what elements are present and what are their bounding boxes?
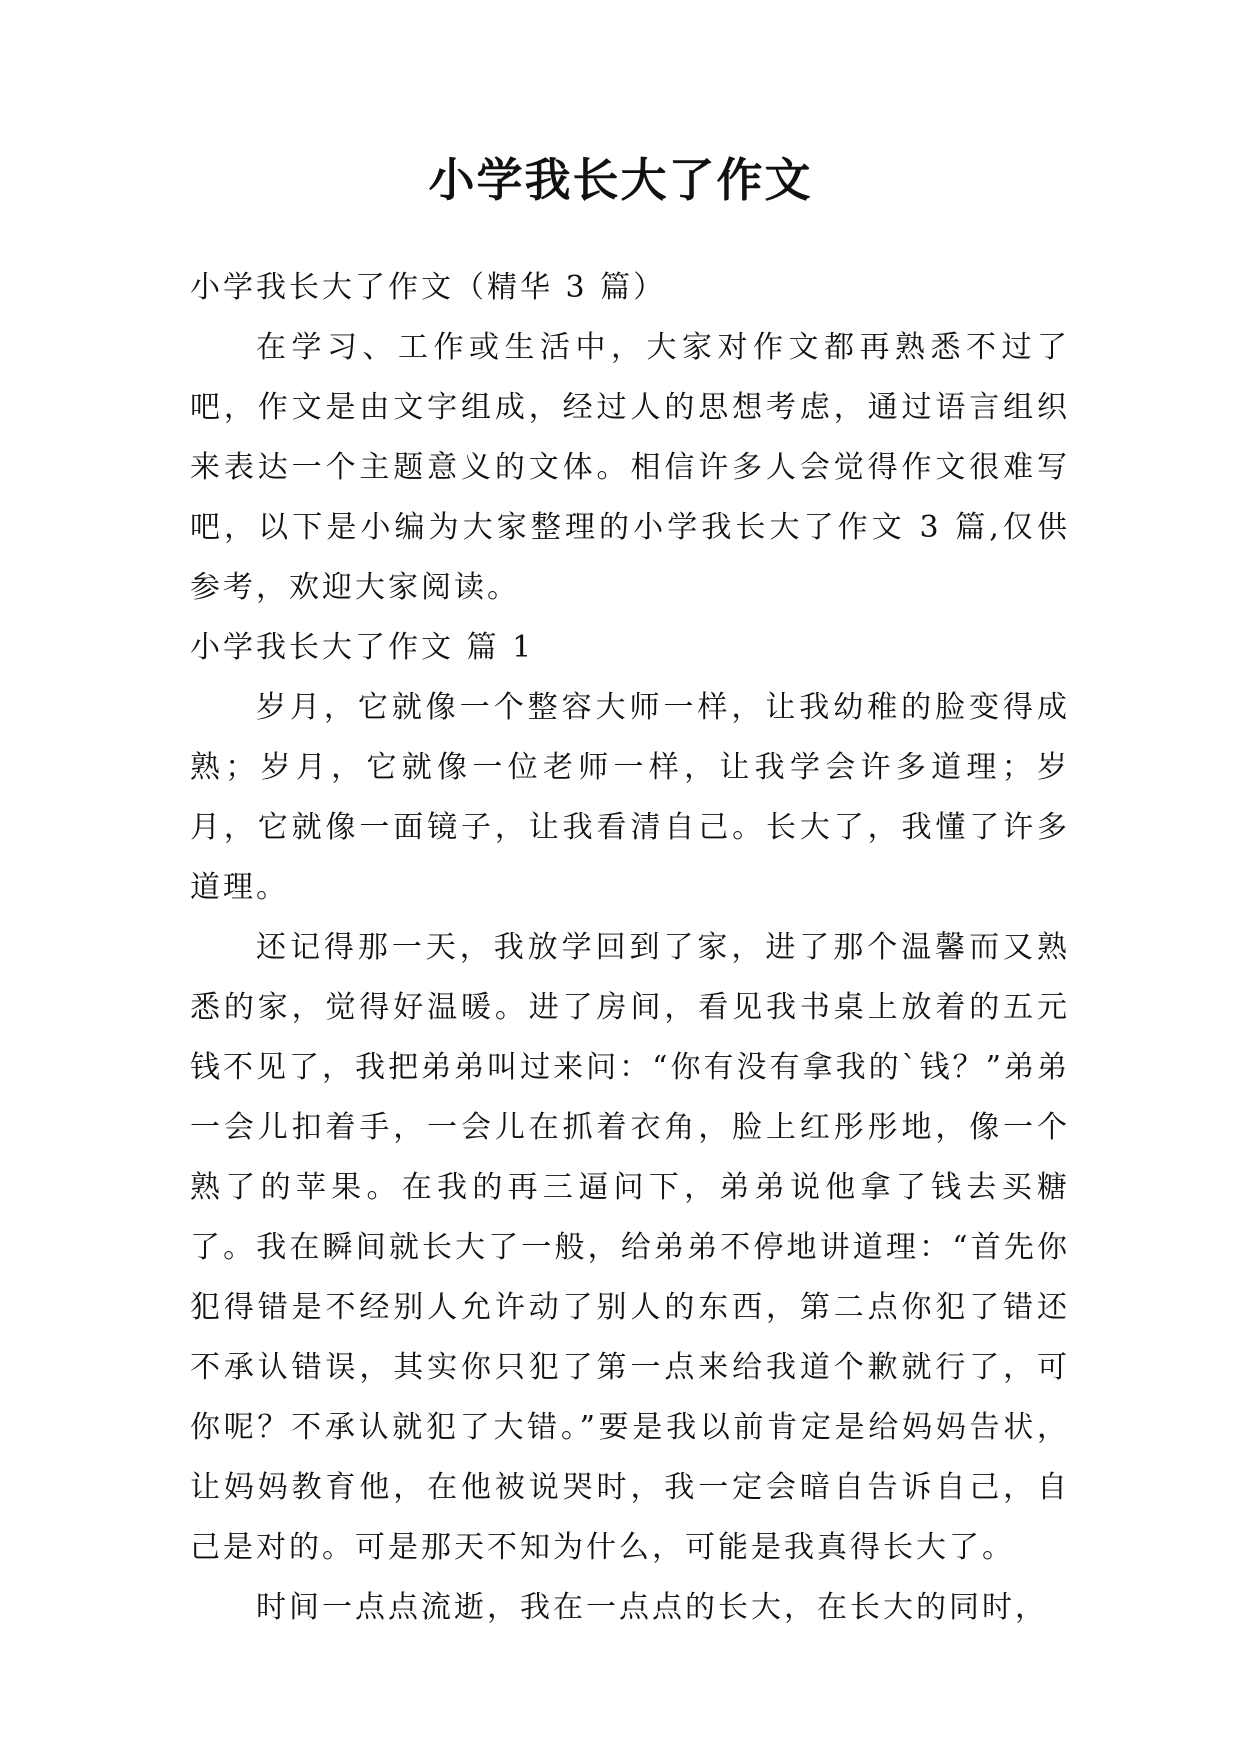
document-title: 小学我长大了作文	[428, 153, 813, 207]
intro-paragraph: 在学习、工作或生活中，大家对作文都再熟悉不过了吧，作文是由文字组成，经过人的思想考虑，通过语言组织来表达一个主题意义的文体。相信许多人会觉得作文很难写吧，以下是小编为大家整理的小学我长大了作文 3 篇,仅供参考，欢迎大家阅读。	[190, 330, 1070, 605]
document-body	[190, 258, 1070, 1638]
body-paragraph: 还记得那一天，我放学回到了家，进了那个温馨而又熟悉的家，觉得好温暖。进了房间，看见我书桌上放着的五元钱不见了，我把弟弟叫过来问：“你有没有拿我的`钱？”弟弟一会儿扣着手，一会儿在抓着衣角，脸上红彤彤地，像一个熟了的苹果。在我的再三逼问下，弟弟说他拿了钱去买糖了。我在瞬间就长大了一般，给弟弟不停地讲道理：“首先你犯得错是不经别人允许动了别人的东西，第二点你犯了错还不承认错误，其实你只犯了第一点来给我道个歉就行了，可你呢？不承认就犯了大错。”要是我以前肯定是给妈妈告状，让妈妈教育他，在他被说哭时，我一定会暗自告诉自己，自己是对的。可是那天不知为什么，可能是我真得长大了。	[190, 930, 1070, 1565]
document-subtitle: 小学我长大了作文（精华 3 篇）	[190, 270, 667, 305]
body-paragraph: 岁月，它就像一个整容大师一样，让我幼稚的脸变得成熟；岁月，它就像一位老师一样，让我学会许多道理；岁月，它就像一面镜子，让我看清自己。长大了，我懂了许多道理。	[190, 690, 1070, 905]
section-heading: 小学我长大了作文 篇 1	[190, 630, 535, 665]
body-paragraph: 时间一点点流逝，我在一点点的长大，在长大的同时，	[256, 1590, 1048, 1625]
